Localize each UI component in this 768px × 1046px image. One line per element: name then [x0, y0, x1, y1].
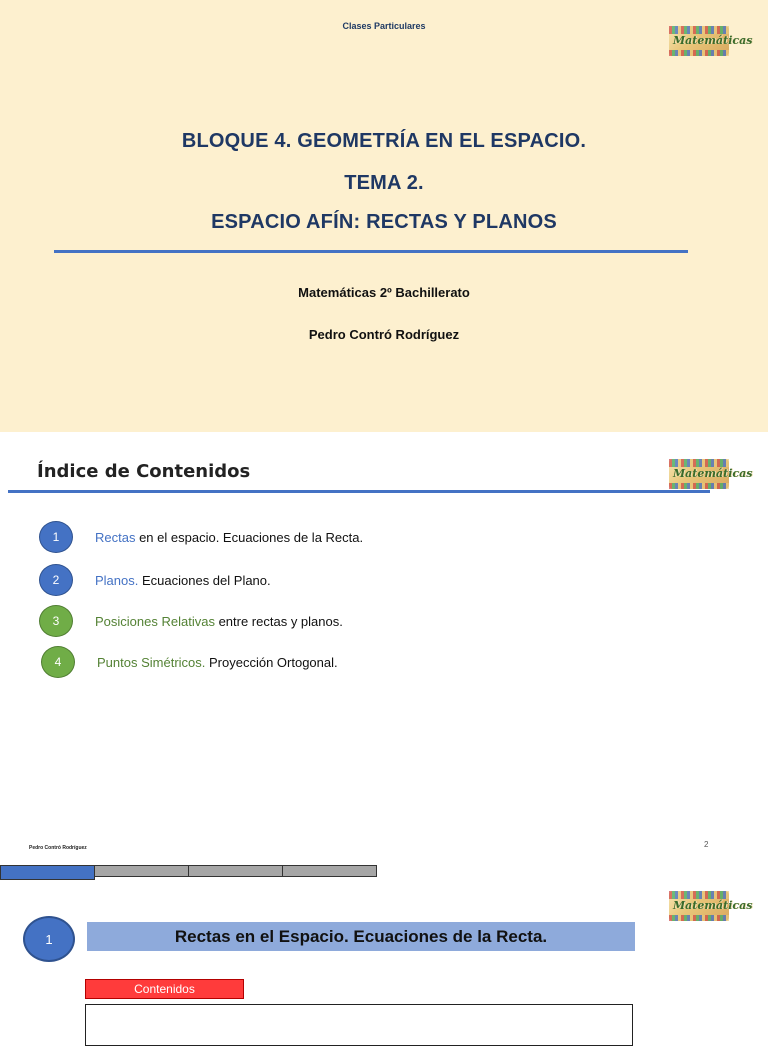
index-item-label: Rectas en el espacio. Ecuaciones de la Recta.: [95, 529, 364, 545]
index-item-2[interactable]: [39, 564, 271, 596]
progress-segment-2[interactable]: [94, 865, 189, 877]
page-number: 2: [704, 840, 709, 849]
title-slide: [0, 0, 768, 432]
title-divider: [54, 250, 688, 253]
index-item-1[interactable]: [39, 521, 363, 553]
subject-text: Matemáticas 2º Bachillerato: [298, 285, 470, 300]
index-divider: [8, 490, 710, 493]
number-badge: 3: [39, 605, 73, 637]
matematicas-logo: Matemáticas: [669, 459, 729, 489]
number-badge: 4: [41, 646, 75, 678]
matematicas-logo: Matemáticas: [669, 891, 729, 921]
contenidos-tag[interactable]: Contenidos: [85, 979, 244, 999]
index-title: Índice de Contenidos: [37, 461, 251, 482]
matematicas-logo: Matemáticas: [669, 26, 729, 56]
title-line-3: ESPACIO AFÍN: RECTAS Y PLANOS: [211, 211, 557, 233]
title-line-2: TEMA 2.: [344, 172, 424, 194]
index-item-4[interactable]: [41, 646, 338, 678]
progress-segment-4[interactable]: [282, 865, 377, 877]
content-box: [85, 1004, 633, 1046]
progress-segment-3[interactable]: [188, 865, 283, 877]
number-badge: 2: [39, 564, 73, 596]
section-title-banner: Rectas en el Espacio. Ecuaciones de la Recta.: [87, 922, 635, 951]
index-item-label: Puntos Simétricos. Proyección Ortogonal.: [97, 654, 338, 670]
index-item-label: Planos. Ecuaciones del Plano.: [95, 572, 271, 588]
number-badge: 1: [39, 521, 73, 553]
index-item-label: Posiciones Relativas entre rectas y planos.: [95, 613, 343, 629]
section-number-badge: 1: [23, 916, 75, 962]
section-progress-bar: [0, 865, 376, 880]
author-text: Pedro Contró Rodríguez: [308, 327, 460, 342]
index-item-3[interactable]: [39, 605, 343, 637]
footer-author: Pedro Contró Rodríguez: [29, 845, 87, 851]
progress-segment-1[interactable]: [0, 865, 95, 880]
title-line-1: BLOQUE 4. GEOMETRÍA EN EL ESPACIO.: [181, 130, 587, 152]
header-label: Clases Particulares: [342, 21, 426, 31]
